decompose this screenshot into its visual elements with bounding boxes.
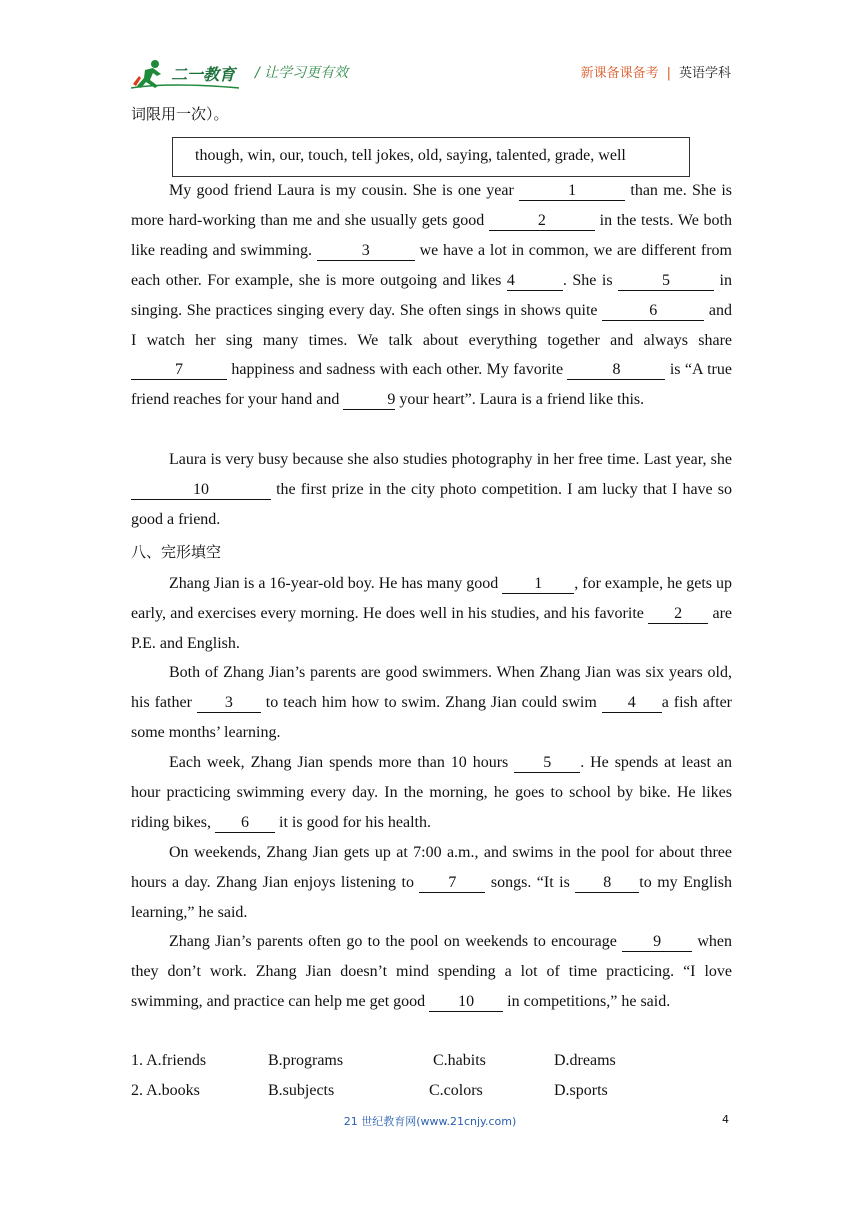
passage2-paragraph3 (131, 748, 732, 838)
footer-link[interactable]: 21 世纪教育网(www.21cnjy.com) (343, 1115, 517, 1128)
passage-text: . He spends at least an hour practicing swimming every day. In the morning, he goes to school by bike. He likes riding bikes, (131, 754, 732, 831)
blank-4: 4 (507, 272, 563, 291)
passage-text: are P.E. and English. (131, 604, 732, 652)
cloze-blank-8: 8 (575, 874, 639, 893)
cloze-blank-3: 3 (197, 694, 261, 713)
cloze-blank-1: 1 (502, 575, 574, 594)
passage1-paragraph2 (131, 445, 732, 535)
cloze-blank-7: 7 (419, 874, 485, 893)
cloze-blank-9: 9 (622, 933, 692, 952)
passage-text: the first prize in the city photo competition. I am lucky that I have so good a friend. (131, 480, 732, 528)
header-tags (581, 62, 731, 81)
blank-2: 2 (489, 212, 595, 231)
passage-text: happiness and sadness with each other. My favorite (227, 361, 568, 379)
passage-text: Laura is very busy because she also studies photography in her free time. Last year, she (169, 451, 732, 468)
passage-text: to my English learning,” he said. (131, 873, 733, 921)
blank-8: 8 (567, 361, 665, 380)
passage2-paragraph2 (131, 658, 732, 748)
option-2-b: B.subjects (268, 1082, 335, 1099)
passage2-paragraph4 (131, 838, 732, 928)
passage2-paragraph5 (131, 927, 732, 1017)
logo-text: 二一教育 (171, 65, 236, 84)
word-bank-box (172, 137, 690, 177)
passage-text: Each week, Zhang Jian spends more than 10 hours (169, 754, 515, 771)
passage2-paragraph1 (131, 569, 732, 659)
passage-text: your heart”. Laura is a friend like this. (395, 391, 645, 409)
blank-6: 6 (602, 302, 704, 321)
passage-text: . She is (562, 271, 619, 289)
option-1-a: 1. A.friends (131, 1052, 207, 1069)
blank-7: 7 (131, 361, 227, 380)
option-2-c: C.colors (429, 1082, 483, 1099)
passage-text: than me. She is more hard-working than me and she usually gets good (131, 182, 733, 229)
passage-text: , for example, he gets up early, and exercises every morning. He does well in his studies, and his favorite (131, 575, 732, 622)
header-tag-subject: 英语学科 (678, 66, 731, 81)
passage-text: My good friend Laura is my cousin. She is one year (169, 182, 520, 199)
option-1-c: C.habits (433, 1052, 486, 1069)
passage-text: to teach him how to swim. Zhang Jian could swim (260, 693, 602, 711)
cloze-blank-6: 6 (215, 814, 275, 833)
option-2-d: D.sports (554, 1082, 608, 1099)
option-1-b: B.programs (268, 1052, 344, 1069)
passage-text: is “A true friend reaches for your hand and (131, 361, 732, 409)
word-bank-text: though, win, our, touch, tell jokes, old, saying, talented, grade, well (195, 147, 626, 164)
cloze-blank-5: 5 (514, 754, 580, 773)
option-2-a: 2. A.books (131, 1082, 200, 1099)
passage-text: songs. “It is (485, 873, 576, 891)
page-number: 4 (722, 1113, 729, 1126)
passage-text: in competitions,” he said. (503, 992, 671, 1010)
passage1-paragraph1 (131, 176, 732, 415)
header-slogan: / 让学习更有效 (255, 65, 349, 81)
cloze-blank-4: 4 (602, 694, 662, 713)
passage-text: On weekends, Zhang Jian gets up at 7:00 a.m., and swims in the pool for about three hours a day. Zhang Jian enjoys listening to (131, 844, 732, 891)
option-1-d: D.dreams (554, 1052, 616, 1069)
passage-text: Zhang Jian is a 16-year-old boy. He has many good (169, 575, 503, 592)
passage-text: when they don’t work. Zhang Jian doesn’t mind spending a lot of time practicing. “I love swimming, and practice can help me get good (131, 933, 732, 1010)
passage-text: a fish after some months’ learning. (131, 693, 733, 741)
section-title: 八、完形填空 (131, 543, 222, 561)
cloze-blank-2: 2 (648, 605, 708, 624)
passage-text: Both of Zhang Jian’s parents are good swimmers. When Zhang Jian was six years old, his father (131, 664, 732, 711)
blank-1: 1 (519, 182, 625, 201)
blank-5: 5 (618, 272, 714, 291)
passage-text: in singing. She practices singing every day. She often sings in shows quite (131, 271, 732, 319)
page-header (131, 58, 731, 92)
passage-text: Zhang Jian’s parents often go to the pool on weekends to encourage (169, 933, 623, 950)
blank-10: 10 (131, 481, 271, 500)
passage-text: we have a lot in common, we are different from each other. For example, she is more outgoing and likes (131, 241, 732, 289)
cloze-blank-10: 10 (429, 993, 503, 1012)
passage-text: and I watch her sing many times. We talk about everything together and always share (131, 301, 732, 349)
blank-9: 9 (343, 391, 395, 410)
passage-text: it is good for his health. (275, 813, 431, 831)
header-separator: | (666, 66, 671, 81)
passage-text: in the tests. We both like reading and swimming. (131, 211, 732, 259)
header-tag-course: 新课备课备考 (580, 66, 659, 81)
blank-3: 3 (317, 242, 415, 261)
instruction-tail: 词限用一次）。 (131, 105, 229, 123)
